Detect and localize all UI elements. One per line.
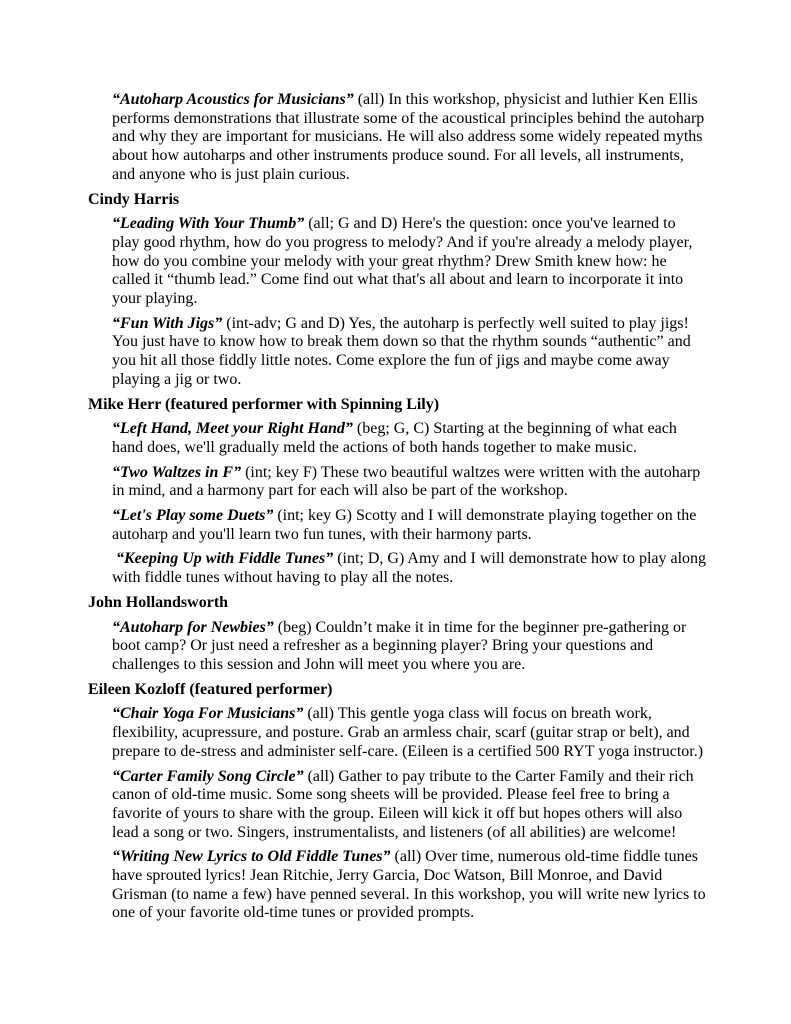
presenter-section xyxy=(88,680,710,923)
workshop-description: (all) Over time, numerous old-time fiddle tunes have sprouted lyrics! Jean Ritchie, Jerry Garcia, Doc Watson, Bill Monroe, and David Grisman (to name a few) have penned several. In this workshop, you will write new lyrics to one of your favorite old-time tunes or provided prompts. xyxy=(112,848,710,922)
workshop-title: “Carter Family Song Circle” xyxy=(112,767,304,785)
presenter-heading: Cindy Harris xyxy=(88,190,180,208)
workshop-description: (beg; G, C) Starting at the beginning of what each hand does, we'll gradually meld the actions of both hands together to make music. xyxy=(112,420,681,456)
workshop-paragraph xyxy=(112,705,707,761)
presenter-section xyxy=(88,191,707,390)
workshop-title: “Left Hand, Meet your Right Hand” xyxy=(112,420,353,438)
workshop-paragraph xyxy=(112,420,707,457)
workshop-paragraph xyxy=(112,550,711,587)
workshop-title: “Keeping Up with Fiddle Tunes” xyxy=(112,550,334,568)
workshop-title: “Let's Play some Duets” xyxy=(112,507,274,525)
workshop-description: (int; key G) Scotty and I will demonstrate playing together on the autoharp and you'll learn two fun tunes, with their harmony parts. xyxy=(112,507,701,543)
workshop-description: (beg) Couldn’t make it in time for the beginner pre-gathering or boot camp? Or just need a refresher as a beginning player? Bring your questions and challenges to this session and John will meet you where you are. xyxy=(112,618,691,673)
presenter-section xyxy=(88,594,707,675)
workshop-paragraph xyxy=(112,91,707,185)
workshop-description: (all) Gather to pay tribute to the Carter Family and their rich canon of old-time music. Some song sheets will be provided. Please feel free to bring a favorite of yours to share with the group. Eileen will kick it off but hopes others will also lead a song or two. Singers, instrumentalists, and listeners (of all abilities) are welcome! xyxy=(112,767,698,841)
presenter-heading: John Hollandsworth xyxy=(88,593,229,611)
presenter-heading: Eileen Kozloff (featured performer) xyxy=(88,680,333,698)
workshop-title: “Autoharp for Newbies” xyxy=(112,618,274,636)
workshop-description: (int; key F) These two beautiful waltzes were written with the autoharp in mind, and a harmony part for each will also be part of the workshop. xyxy=(112,463,705,500)
workshop-paragraph xyxy=(112,848,710,923)
workshop-paragraph xyxy=(112,215,707,309)
workshop-description: (all) This gentle yoga class will focus on breath work, flexibility, acupressure, and posture. Grab an armless chair, scarf (guitar strap or belt), and prepare to de-stress and administer self-care. (Eileen is a certified 500 RYT yoga instructor.) xyxy=(112,705,704,760)
workshop-title: “Autoharp Acoustics for Musicians” xyxy=(112,91,354,108)
presenter-section xyxy=(88,395,711,588)
presenter-heading: Mike Herr (featured performer with Spinning Lily) xyxy=(88,395,440,413)
workshop-title: “Leading With Your Thumb” xyxy=(112,215,305,233)
workshop-paragraph xyxy=(112,464,707,501)
workshop-title: “Fun With Jigs” xyxy=(112,314,223,332)
workshop-paragraph xyxy=(112,315,707,390)
workshop-paragraph xyxy=(112,768,707,843)
workshop-title: “Two Waltzes in F” xyxy=(112,463,242,481)
workshop-title: “Writing New Lyrics to Old Fiddle Tunes” xyxy=(112,848,391,866)
presenter-section xyxy=(88,91,707,185)
workshop-description: (int; D, G) Amy and I will demonstrate how to play along with fiddle tunes without having to play all the notes. xyxy=(112,550,711,587)
workshop-descriptions xyxy=(88,91,711,923)
workshop-paragraph xyxy=(112,619,707,675)
workshop-description: (int-adv; G and D) Yes, the autoharp is perfectly well suited to play jigs! You just have to know how to break them down so that the rhythm sounds “authentic” and you hit all those fiddly little notes. Come explore the fun of jigs and maybe come away playing a jig or two. xyxy=(112,314,695,388)
workshop-title: “Chair Yoga For Musicians” xyxy=(112,705,304,723)
workshop-paragraph xyxy=(112,507,707,544)
workshop-description: (all) In this workshop, physicist and luthier Ken Ellis performs demonstrations that illustrate some of the acoustical principles behind the autoharp and why they are important for musicians. He will also address some widely repeated myths about how autoharps and other instruments produce sound. For all levels, all instruments, and anyone who is just plain curious. xyxy=(112,91,709,183)
workshop-description: (all; G and D) Here's the question: once you've learned to play good rhythm, how do you progress to melody? And if you're already a melody player, how do you combine your melody with your great rhythm? Drew Smith knew how: he called it “thumb lead.” Come find out what that's all about and learn to incorporate it into your playing. xyxy=(112,215,697,308)
